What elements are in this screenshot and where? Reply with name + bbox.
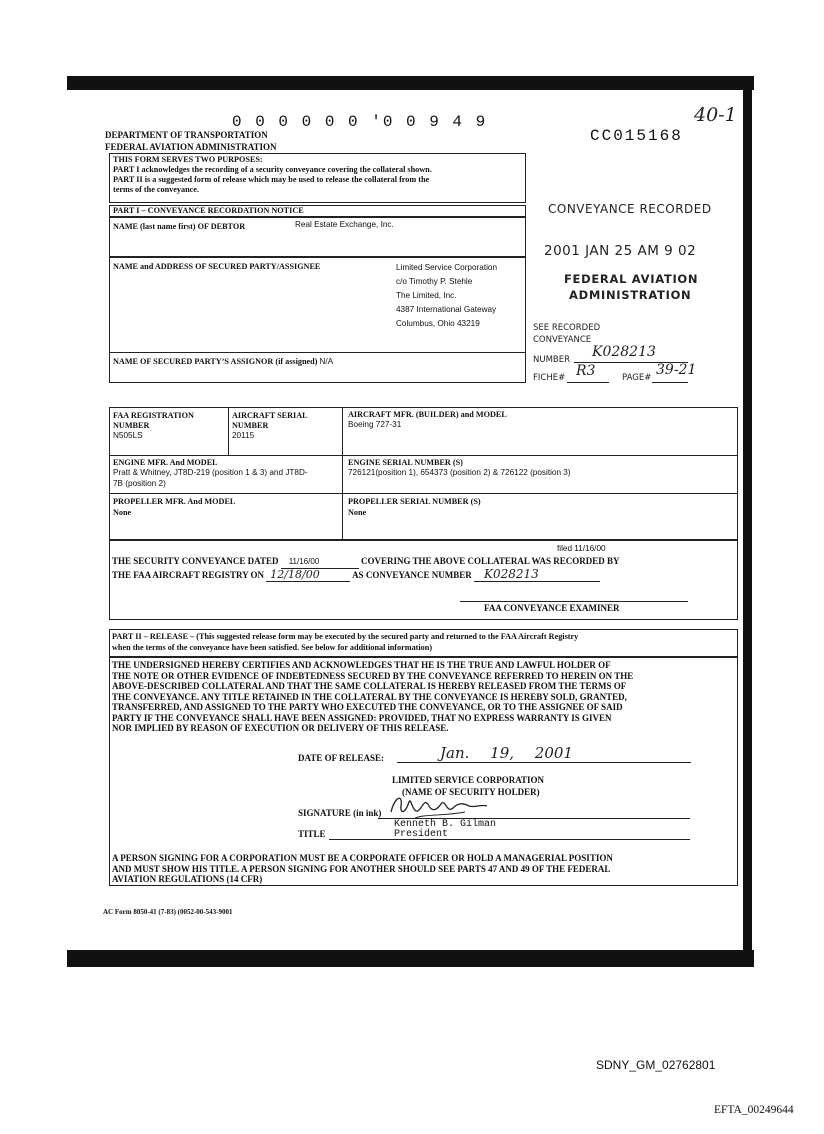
holder-label: (NAME OF SECURITY HOLDER)	[402, 787, 540, 797]
title-value: President	[394, 829, 449, 840]
secured-line: Columbus, Ohio 43219	[396, 319, 480, 328]
release-line: THE CONVEYANCE. ANY TITLE RETAINED IN THE COLLATERAL BY THE CONVEYANCE IS HEREBY SOLD, GRANTED,	[112, 691, 627, 702]
conveyance-no-value: K028213	[484, 567, 539, 581]
prop-serial-value: None	[348, 508, 367, 517]
bates-number-2: EFTA_00249644	[714, 1104, 794, 1116]
release-line: NOR IMPLIED BY REASON OF EXECUTION OR DELIVERY OF THIS RELEASE.	[112, 723, 449, 733]
intro-line-2: PART I acknowledges the recording of a security conveyance covering the collateral shown.	[113, 165, 432, 174]
signature-label: SIGNATURE (in ink)	[298, 808, 382, 818]
recorded-on-value: 12/18/00	[270, 568, 320, 581]
release-line: THE UNDERSIGNED HEREBY CERTIFIES AND ACKNOWLEDGES THAT HE IS THE TRUE AND LAWFUL HOLDER OF	[112, 660, 611, 670]
stamp-fiche-label: FICHE#	[533, 373, 566, 383]
secured-party-label: NAME and ADDRESS OF SECURED PARTY/ASSIGNEE	[113, 262, 321, 271]
engine-serial-label: ENGINE SERIAL NUMBER (S)	[348, 458, 463, 467]
recording-line-2	[112, 569, 600, 582]
prop-label: PROPELLER MFR. And MODEL	[113, 497, 236, 506]
examiner-label: FAA CONVEYANCE EXAMINER	[484, 603, 620, 613]
assignor-label: NAME OF SECURED PARTY’S ASSIGNOR (if assigned)	[113, 357, 318, 366]
title-label: TITLE	[298, 829, 326, 839]
corner-handwriting: 40-1	[694, 104, 737, 126]
stamp-faa-1: FEDERAL AVIATION	[564, 272, 699, 286]
filed-note: filed 11/16/00	[557, 544, 606, 553]
assignor-row	[113, 357, 333, 367]
serial-label-2: NUMBER	[232, 421, 269, 430]
secured-party-address	[396, 261, 497, 331]
scan-right-border	[743, 90, 752, 950]
stamp-page-label: PAGE#	[622, 373, 652, 383]
notice-line: AVIATION REGULATIONS (14 CFR)	[112, 874, 263, 884]
part2-title-2: when the terms of the conveyance have been satisfied. See below for additional information)	[112, 643, 433, 652]
release-line: TRANSFERRED, AND ASSIGNED TO THE PARTY WHO EXECUTED THE CONVEYANCE, OR TO THE ASSIGNEE OF SAID	[112, 702, 623, 712]
engine-value-2: 7B (position 2)	[113, 479, 166, 488]
part1-title: PART I – CONVEYANCE RECORDATION NOTICE	[113, 206, 304, 215]
release-body	[112, 660, 633, 734]
holder-name: LIMITED SERVICE CORPORATION	[392, 775, 545, 785]
secured-line: The Limited, Inc.	[396, 291, 457, 300]
intro-line-1: THIS FORM SERVES TWO PURPOSES:	[113, 155, 263, 164]
recording-line-1	[112, 556, 620, 569]
dated-value: 11/16/00	[288, 557, 320, 566]
stamp-recorded: CONVEYANCE RECORDED	[548, 202, 712, 216]
stamp-faa-2: ADMINISTRATION	[569, 288, 692, 302]
engine-value-1: Pratt & Whitney, JT8D-219 (position 1 & 3) and JT8D-	[113, 468, 308, 477]
stamp-datetime: 2001 JAN 25 AM 9 02	[544, 243, 697, 259]
secured-line: Limited Service Corporation	[396, 263, 498, 272]
signer-name: Kenneth B. Gilman	[394, 819, 497, 830]
stamp-see-2: CONVEYANCE	[533, 335, 592, 345]
debtor-value: Real Estate Exchange, Inc.	[295, 220, 394, 229]
bates-number-1: SDNY_GM_02762801	[596, 1058, 716, 1072]
conveyance-no-field	[474, 569, 600, 582]
release-line: THE NOTE OR OTHER EVIDENCE OF INDEBTEDNESS SECURED BY THE CONVEYANCE REFERRED TO HEREIN ON THE	[112, 670, 634, 681]
signing-notice	[112, 853, 613, 885]
reg-label-2: NUMBER	[113, 421, 150, 430]
secured-line: 4387 International Gateway	[396, 305, 497, 314]
stamp-number-value: K028213	[592, 344, 656, 360]
date-of-release-value: Jan. 19, 2001	[440, 744, 573, 762]
reg-label-1: FAA REGISTRATION	[113, 411, 194, 420]
assignor-value: N/A	[319, 357, 334, 366]
part2-title-1: PART II – RELEASE – (This suggested release form may be executed by the secured party and returned to the FAA Aircraft Registry	[112, 632, 579, 641]
release-line: PARTY IF THE CONVEYANCE SHALL HAVE BEEN ASSIGNED: PROVIDED, THAT NO EXPRESS WARRANTY IS GIVEN	[112, 712, 612, 723]
mfr-value: Boeing 727-31	[348, 420, 402, 429]
secured-line: c/o Timothy P. Stehle	[396, 277, 473, 286]
scan-top-border	[67, 76, 754, 90]
recording-text-1b: COVERING THE ABOVE COLLATERAL WAS RECORDED BY	[360, 556, 620, 566]
debtor-label: NAME (last name first) OF DEBTOR	[113, 222, 246, 231]
intro-line-4: terms of the conveyance.	[113, 185, 199, 194]
prop-serial-label: PROPELLER SERIAL NUMBER (S)	[348, 497, 481, 506]
recording-text-1a: THE SECURITY CONVEYANCE DATED	[112, 556, 279, 566]
notice-line: AND MUST SHOW HIS TITLE. A PERSON SIGNING FOR ANOTHER SHOULD SEE PARTS 47 AND 49 OF THE FEDERAL	[112, 863, 611, 874]
stamp-number-label: NUMBER	[533, 355, 571, 365]
stamp-number: CC015168	[590, 127, 683, 145]
recording-text-2a: THE FAA AIRCRAFT REGISTRY ON	[112, 570, 265, 580]
faa-heading: FEDERAL AVIATION ADMINISTRATION	[105, 142, 277, 152]
scan-bottom-border	[67, 950, 754, 967]
dept-heading: DEPARTMENT OF TRANSPORTATION	[105, 130, 268, 140]
signature-image	[385, 792, 495, 820]
release-line: ABOVE-DESCRIBED COLLATERAL AND THAT THE SAME COLLATERAL IS HEREBY RELEASED FROM THE TERMS OF	[112, 681, 627, 691]
stamp-page-value: 39-21	[656, 362, 697, 378]
reg-value: N505LS	[113, 431, 143, 440]
dated-field	[281, 556, 359, 569]
serial-label-1: AIRCRAFT SERIAL	[232, 411, 308, 420]
serial-value: 20115	[232, 431, 255, 440]
intro-line-3: PART II is a suggested form of release which may be used to release the collateral from the	[113, 175, 430, 184]
stamp-see-1: SEE RECORDED	[533, 323, 601, 333]
engine-serial-value: 726121(position 1), 654373 (position 2) & 726122 (position 3)	[348, 468, 571, 477]
recorded-on-field	[266, 570, 350, 582]
engine-label: ENGINE MFR. And MODEL	[113, 458, 218, 467]
form-number: AC Form 8050-41 (7-83) (0052-00-543-9001	[103, 908, 233, 916]
mfr-label: AIRCRAFT MFR. (BUILDER) and MODEL	[348, 410, 507, 419]
recording-text-2b: AS CONVEYANCE NUMBER	[352, 570, 472, 580]
document-number: 0 0 0 0 0 0 '0 0 9 4 9	[232, 113, 488, 131]
notice-line: A PERSON SIGNING FOR A CORPORATION MUST BE A CORPORATE OFFICER OR HOLD A MANAGERIAL POSITION	[112, 853, 613, 863]
prop-value: None	[113, 508, 132, 517]
stamp-fiche-value: R3	[576, 363, 596, 379]
date-of-release-label: DATE OF RELEASE:	[298, 753, 385, 763]
